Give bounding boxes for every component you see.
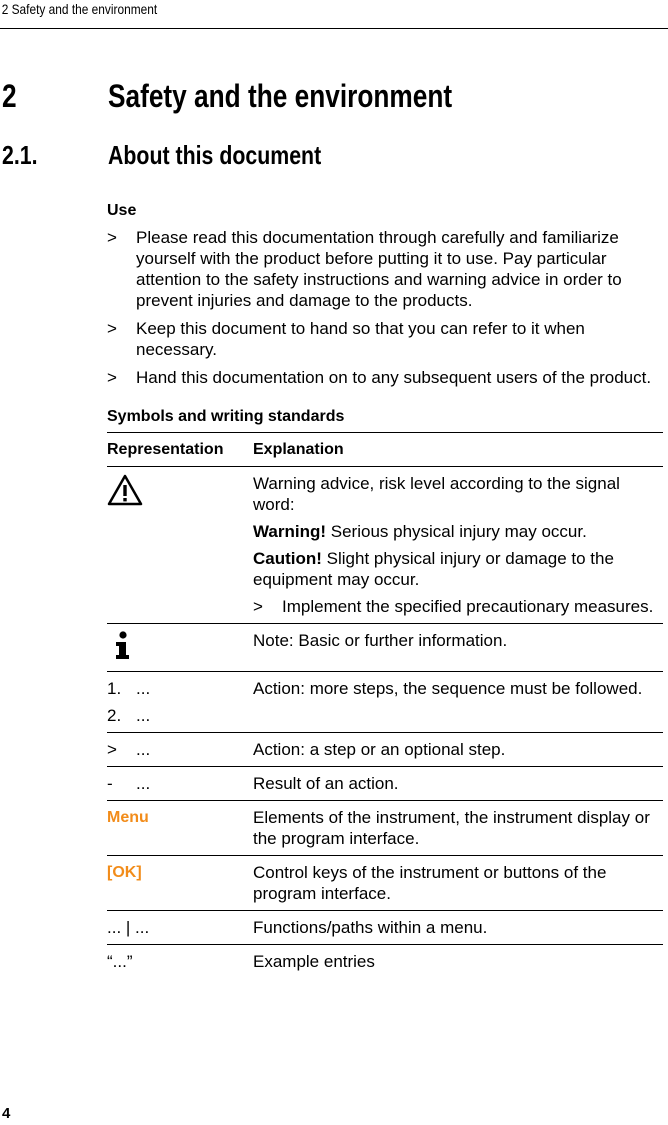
page-number: 4 xyxy=(2,1105,11,1122)
section-number: 2.1. xyxy=(2,140,38,170)
symbols-table xyxy=(107,432,663,978)
header-explanation: Explanation xyxy=(253,441,344,458)
step-text-1: ... xyxy=(136,679,151,698)
chapter-number: 2 xyxy=(2,78,17,114)
step-number-2: 2. xyxy=(107,706,122,725)
path-explanation: Functions/paths within a menu. xyxy=(253,918,488,937)
main-content xyxy=(107,200,665,978)
table-row xyxy=(107,624,663,672)
warning-representation xyxy=(107,467,253,624)
note-representation xyxy=(107,624,253,672)
result-representation xyxy=(107,767,253,801)
step-text-2: ... xyxy=(136,706,151,725)
ok-explanation: Control keys of the instrument or buttons of the program interface. xyxy=(253,863,607,903)
table-header-row xyxy=(107,433,663,467)
chapter-heading xyxy=(2,78,662,118)
table-row xyxy=(107,467,663,624)
step-text: ... xyxy=(136,740,151,759)
step-mark: > xyxy=(107,740,117,759)
result-explanation: Result of an action. xyxy=(253,774,399,793)
use-bullet xyxy=(107,318,665,360)
bullet-text: Please read this documentation through carefully and familiarize yourself with the product before putting it to use. Pay particular attention to the safety instructions and warning advice in order to prevent injuries and damage to the products. xyxy=(136,228,622,310)
section-title: About this document xyxy=(108,140,322,170)
step-number-1: 1. xyxy=(107,679,122,698)
table-row xyxy=(107,801,663,856)
table-row xyxy=(107,911,663,945)
step-item-2 xyxy=(107,705,253,726)
running-header xyxy=(0,0,668,29)
steps-explanation: Action: more steps, the sequence must be followed. xyxy=(253,679,643,698)
menu-representation: Menu xyxy=(107,809,149,826)
chapter-title: Safety and the environment xyxy=(108,78,453,114)
warning-text: Serious physical injury may occur. xyxy=(326,522,587,541)
result-mark: - xyxy=(107,774,113,793)
note-explanation: Note: Basic or further information. xyxy=(253,631,508,650)
caution-signal-word: Caution! xyxy=(253,549,322,568)
step-item-1 xyxy=(107,678,253,699)
table-row xyxy=(107,945,663,979)
result-text: ... xyxy=(136,774,151,793)
info-icon xyxy=(107,630,137,665)
caution-line xyxy=(253,548,663,590)
header-representation: Representation xyxy=(107,441,224,458)
bullet-mark: > xyxy=(107,228,117,247)
example-explanation: Example entries xyxy=(253,952,375,971)
use-bullet xyxy=(107,367,665,388)
step-representation xyxy=(107,733,253,767)
warning-intro: Warning advice, risk level according to the signal word: xyxy=(253,474,620,514)
caution-text: Slight physical injury or damage to the equipment may occur. xyxy=(253,549,614,589)
ok-representation: [OK] xyxy=(107,864,142,881)
result-marker-line xyxy=(107,773,253,794)
table-row xyxy=(107,856,663,911)
example-representation: “...” xyxy=(107,952,133,971)
table-row xyxy=(107,672,663,733)
bullet-text: Implement the specified precautionary measures. xyxy=(282,597,654,616)
warning-bullet xyxy=(253,596,663,617)
menu-explanation: Elements of the instrument, the instrument display or the program interface. xyxy=(253,808,650,848)
warning-triangle-icon xyxy=(107,473,143,512)
bullet-text: Keep this document to hand so that you can refer to it when necessary. xyxy=(136,319,585,359)
bullet-mark: > xyxy=(253,597,263,616)
bullet-text: Hand this documentation on to any subsequent users of the product. xyxy=(136,368,652,387)
warning-explanation xyxy=(253,467,663,624)
bullet-mark: > xyxy=(107,319,117,338)
section-heading xyxy=(2,140,662,174)
warning-line xyxy=(253,521,663,542)
running-header-text: 2 Safety and the environment xyxy=(1,1,158,17)
bullet-mark: > xyxy=(107,368,117,387)
use-label: Use xyxy=(107,202,137,219)
warning-signal-word: Warning! xyxy=(253,522,327,541)
table-row xyxy=(107,767,663,801)
path-representation: ... | ... xyxy=(107,918,150,937)
use-bullet xyxy=(107,227,665,311)
steps-representation xyxy=(107,672,253,733)
step-marker-line xyxy=(107,739,253,760)
step-explanation: Action: a step or an optional step. xyxy=(253,740,506,759)
symbols-label: Symbols and writing standards xyxy=(107,408,345,425)
table-row xyxy=(107,733,663,767)
